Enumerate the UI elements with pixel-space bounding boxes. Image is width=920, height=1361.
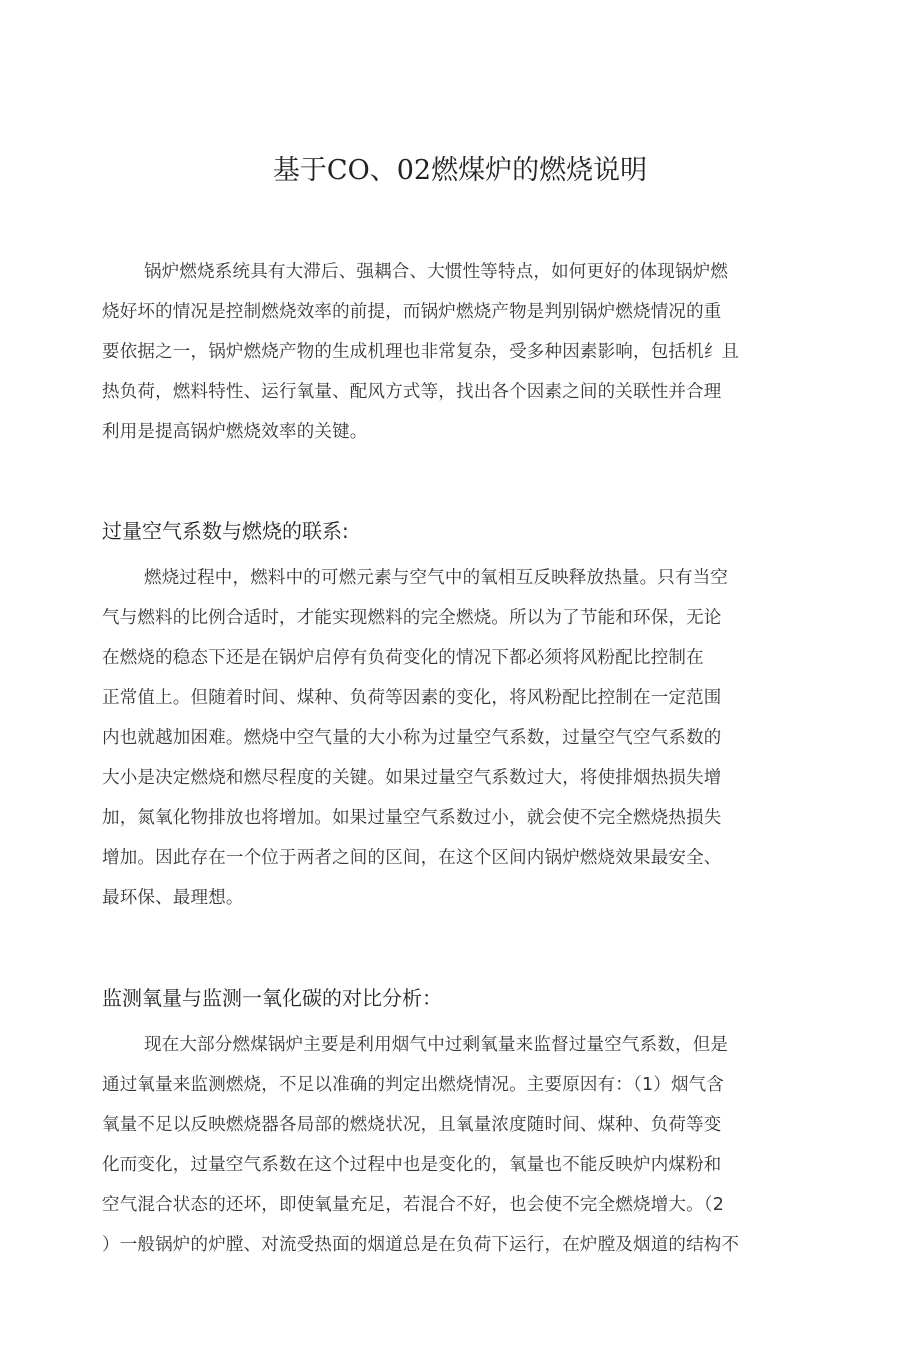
text-line: 加，氮氧化物排放也将增加。如果过量空气系数过小，就会使不完全燃烧热损失	[102, 808, 722, 828]
text-line: 热负荷，燃料特性、运行氧量、配风方式等，找出各个因素之间的关联性并合理	[102, 382, 722, 402]
intro-paragraph	[102, 252, 822, 452]
text-line: 要依据之一，锅炉燃烧产物的生成机理也非常复杂，受多种因素影响，包括机纟且	[102, 342, 740, 362]
text-line: 内也就越加困难。燃烧中空气量的大小称为过量空气系数，过量空气空气系数的	[102, 728, 722, 748]
text-line: 烧好坏的情况是控制燃烧效率的前提，而锅炉燃烧产物是判别锅炉燃烧情况的重	[102, 302, 722, 322]
excess-air-paragraph	[102, 558, 822, 918]
text-line: 锅炉燃烧系统具有大滞后、强耦合、大惯性等特点，如何更好的体现锅炉燃	[144, 262, 729, 282]
text-line: 燃烧过程中，燃料中的可燃元素与空气中的氧相互反映释放热量。只有当空	[144, 568, 729, 588]
section-heading-excess-air: 过量空气系数与燃烧的联系:	[102, 519, 349, 543]
text-line: ）一般锅炉的炉膛、对流受热面的烟道总是在负荷下运行，在炉膛及烟道的结构不	[102, 1235, 740, 1255]
text-line: 最环保、最理想。	[102, 888, 244, 908]
text-line: 现在大部分燃煤锅炉主要是利用烟气中过剩氧量来监督过量空气系数，但是	[144, 1035, 729, 1055]
text-line: 增加。因此存在一个位于两者之间的区间，在这个区间内锅炉燃烧效果最安全、	[102, 848, 722, 868]
text-line: 通过氧量来监测燃烧，不足以准确的判定出燃烧情况。主要原因有：（1）烟气含	[102, 1075, 725, 1095]
text-line: 正常值上。但随着时间、煤种、负荷等因素的变化，将风粉配比控制在一定范围	[102, 688, 722, 708]
document-title: 基于CO、02燃煤炉的燃烧说明	[272, 155, 648, 186]
text-line: 利用是提高锅炉燃烧效率的关键。	[102, 422, 368, 442]
text-line: 大小是决定燃烧和燃尽程度的关键。如果过量空气系数过大，将使排烟热损失增	[102, 768, 722, 788]
text-line: 空气混合状态的还坏，即使氧量充足，若混合不好，也会使不完全燃烧增大。（2	[102, 1195, 725, 1215]
oxygen-vs-co-paragraph	[102, 1025, 822, 1265]
text-line: 化而变化，过量空气系数在这个过程中也是变化的，氧量也不能反映炉内煤粉和	[102, 1155, 722, 1175]
section-heading-oxygen-vs-co: 监测氧量与监测一氧化碳的对比分析：	[102, 986, 442, 1010]
text-line: 在燃烧的稳态下还是在锅炉启停有负荷变化的情况下都必须将风粉配比控制在	[102, 648, 704, 668]
text-line: 气与燃料的比例合适时，才能实现燃料的完全燃烧。所以为了节能和环保，无论	[102, 608, 722, 628]
text-line: 氧量不足以反映燃烧器各局部的燃烧状况，且氧量浓度随时间、煤种、负荷等变	[102, 1115, 722, 1135]
